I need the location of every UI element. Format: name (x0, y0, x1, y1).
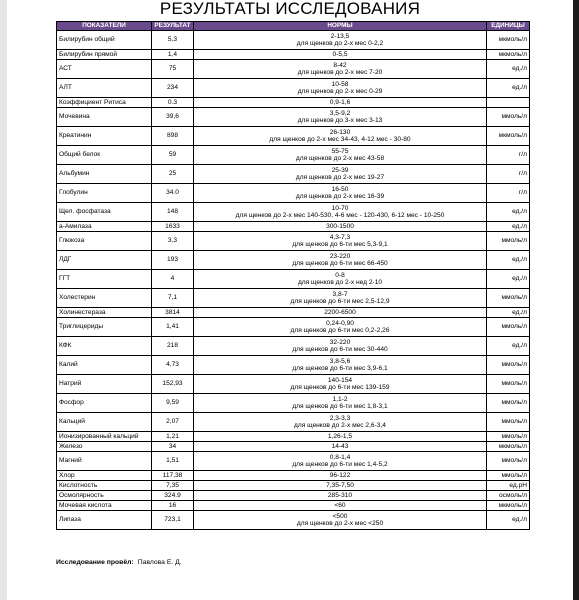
table-row (57, 203, 530, 222)
cell-result: 152,93 (152, 375, 194, 394)
cell-unit: мкмоль/л (487, 442, 530, 452)
norm-adult: 3,5-9,2 (329, 109, 351, 117)
cell-norm (194, 432, 487, 442)
cell-result: 25 (152, 165, 194, 184)
cell-result: 1,41 (152, 318, 194, 337)
norm-puppy: для щенков до 6-ти мес 5,3-9,1 (292, 241, 388, 248)
cell-norm (194, 375, 487, 394)
norm-adult: 25-39 (331, 166, 349, 174)
norm-adult: 55-75 (331, 147, 349, 155)
cell-unit: ед.pH (487, 481, 530, 491)
norm-adult: 3,8-7 (332, 290, 348, 298)
cell-norm (194, 79, 487, 98)
window-frame-right (573, 0, 579, 600)
cell-result: 4,73 (152, 356, 194, 375)
cell-result: 2,07 (152, 413, 194, 432)
cell-unit: ед./л (487, 308, 530, 318)
norm-puppy: для щенков до 3-х мес 3-13 (297, 117, 383, 124)
cell-result: 234 (152, 79, 194, 98)
table-row (57, 481, 530, 491)
cell-result: 723,1 (152, 511, 194, 530)
norm-adult: 0,9-1,6 (329, 98, 351, 106)
cell-indicator: Щел. фосфатаза (57, 203, 152, 222)
table-row (57, 471, 530, 481)
cell-indicator: Мочевая кислота (57, 501, 152, 511)
norm-adult: 285-310 (327, 491, 353, 499)
cell-norm (194, 481, 487, 491)
norm-adult: 16-50 (331, 185, 349, 193)
cell-result: 7,1 (152, 289, 194, 308)
cell-indicator: ГГТ (57, 270, 152, 289)
cell-result: 1,51 (152, 452, 194, 471)
norm-puppy: для щенков до 2-х нед 2-10 (297, 279, 383, 286)
norm-puppy: для щенков до 6-ти мес 1,4-5,2 (292, 461, 388, 468)
norm-adult: 0-8 (335, 271, 345, 279)
table-row (57, 501, 530, 511)
cell-indicator: Железо (57, 442, 152, 452)
norm-adult: 0,8-1,4 (329, 453, 351, 461)
cell-indicator: Коэффициент Ритиса (57, 98, 152, 108)
header-units: ЕДИНИЦЫ (487, 22, 530, 31)
norm-adult: 96-122 (329, 471, 351, 479)
norm-adult: 1,26-1,5 (327, 432, 353, 440)
cell-norm (194, 98, 487, 108)
cell-indicator: КФК (57, 337, 152, 356)
norm-adult: 140-154 (327, 376, 353, 384)
cell-unit: ммоль/л (487, 394, 530, 413)
cell-unit: ммоль/л (487, 289, 530, 308)
norm-puppy: для щенков до 6-ти мес 1,8-3,1 (292, 403, 388, 410)
cell-norm (194, 146, 487, 165)
table-row (57, 318, 530, 337)
cell-indicator: Кислотность (57, 481, 152, 491)
cell-norm (194, 337, 487, 356)
cell-unit: мкмоль/л (487, 50, 530, 60)
cell-unit: ед./л (487, 251, 530, 270)
cell-unit: ммоль/л (487, 413, 530, 432)
norm-adult: 23-220 (329, 252, 351, 260)
norm-adult: 10-70 (331, 204, 349, 212)
cell-unit: ммоль/л (487, 452, 530, 471)
cell-result: 9,59 (152, 394, 194, 413)
norm-puppy: для щенков до 2-х мес 34-43, 4-12 мес - 30-80 (269, 136, 411, 143)
document-page (7, 0, 573, 600)
cell-norm (194, 413, 487, 432)
footer-signature (56, 559, 182, 566)
cell-result: 75 (152, 60, 194, 79)
norm-puppy: для щенков до 2-х мес <250 (296, 520, 384, 527)
cell-result: 148 (152, 203, 194, 222)
table-row (57, 31, 530, 50)
cell-result: 39,6 (152, 108, 194, 127)
table-row (57, 375, 530, 394)
cell-indicator: Калий (57, 356, 152, 375)
cell-norm (194, 232, 487, 251)
norm-adult: 300-1500 (326, 222, 354, 230)
table-row (57, 394, 530, 413)
cell-norm (194, 108, 487, 127)
norm-adult: 10-58 (331, 80, 349, 88)
norm-puppy: для щенков до 2-х мес 0-29 (297, 88, 383, 95)
cell-result: 34 (152, 442, 194, 452)
cell-unit: ед./л (487, 270, 530, 289)
cell-unit: г/л (487, 184, 530, 203)
norm-adult: 2,3-3,3 (329, 414, 351, 422)
cell-result: 16 (152, 501, 194, 511)
table-row (57, 50, 530, 60)
norm-puppy: для щенков до 2-х мес 2,6-3,4 (294, 422, 386, 429)
window-frame-left (0, 0, 7, 600)
cell-unit: ммоль/л (487, 356, 530, 375)
cell-unit: ед./л (487, 337, 530, 356)
cell-norm (194, 452, 487, 471)
norm-adult: <60 (334, 501, 346, 509)
results-table (56, 21, 530, 530)
table-row (57, 337, 530, 356)
footer-author: Павлова Е. Д. (137, 559, 182, 566)
cell-norm (194, 442, 487, 452)
cell-result: 5,3 (152, 31, 194, 50)
table-body (57, 31, 530, 530)
norm-adult: 26-130 (329, 128, 351, 136)
cell-unit: ед./л (487, 222, 530, 232)
footer-label: Исследование провёл: (56, 559, 134, 566)
norm-adult: 8-42 (333, 61, 347, 69)
cell-result: 3,3 (152, 232, 194, 251)
cell-indicator: Липаза (57, 511, 152, 530)
cell-norm (194, 165, 487, 184)
cell-unit: ммоль/л (487, 318, 530, 337)
cell-unit: мкмоль/л (487, 501, 530, 511)
norm-adult: 32-220 (329, 338, 351, 346)
cell-unit: ммоль/л (487, 471, 530, 481)
cell-result: 7,35 (152, 481, 194, 491)
cell-norm (194, 318, 487, 337)
cell-result: 0.3 (152, 98, 194, 108)
table-row (57, 356, 530, 375)
cell-indicator: a-Амилаза (57, 222, 152, 232)
table-row (57, 165, 530, 184)
cell-indicator: Магний (57, 452, 152, 471)
header-indicators: ПОКАЗАТЕЛИ (57, 22, 152, 31)
norm-puppy: для щенков до 2-х мес 43-58 (295, 155, 385, 162)
norm-puppy: для щенков до 6-ти мес 66-450 (292, 260, 388, 267)
cell-indicator: Холестерин (57, 289, 152, 308)
cell-result: 898 (152, 127, 194, 146)
table-row (57, 491, 530, 501)
table-row (57, 184, 530, 203)
cell-unit: ед./л (487, 79, 530, 98)
cell-indicator: Натрий (57, 375, 152, 394)
table-header-row (57, 22, 530, 31)
table-row (57, 289, 530, 308)
cell-result: 1,21 (152, 432, 194, 442)
cell-result: 218 (152, 337, 194, 356)
cell-indicator: Креатинин (57, 127, 152, 146)
cell-norm (194, 491, 487, 501)
table-row (57, 222, 530, 232)
cell-norm (194, 184, 487, 203)
norm-puppy: для щенков до 6-ти мес 139-159 (290, 384, 390, 391)
cell-norm (194, 60, 487, 79)
cell-norm (194, 270, 487, 289)
norm-adult: 2200-6500 (324, 308, 356, 316)
cell-unit: ед./л (487, 60, 530, 79)
cell-unit: ммоль/л (487, 375, 530, 394)
cell-indicator: Билирубин общий (57, 31, 152, 50)
cell-indicator: ЛДГ (57, 251, 152, 270)
cell-indicator: Триглицериды (57, 318, 152, 337)
norm-puppy: для щенков до 2-х мес 7-20 (297, 69, 383, 76)
cell-norm (194, 501, 487, 511)
cell-norm (194, 289, 487, 308)
cell-result: 34.0 (152, 184, 194, 203)
table-row (57, 452, 530, 471)
norm-puppy: для щенков до 2-х мес 19-27 (295, 174, 385, 181)
table-row (57, 251, 530, 270)
norm-adult: 4,3-7,3 (329, 233, 351, 241)
norm-puppy: для щенков до 6-ти мес 0,2-2,26 (290, 327, 390, 334)
header-norms: НОРМЫ (194, 22, 487, 31)
header-result: РЕЗУЛЬТАТ (152, 22, 194, 31)
cell-indicator: АЛТ (57, 79, 152, 98)
table-row (57, 98, 530, 108)
norm-adult: 0,24-0,90 (326, 319, 354, 327)
table-row (57, 79, 530, 98)
page-title: РЕЗУЛЬТАТЫ ИССЛЕДОВАНИЯ (159, 0, 421, 18)
cell-unit: ммоль/л (487, 232, 530, 251)
cell-unit: ед./л (487, 203, 530, 222)
table-row (57, 108, 530, 127)
cell-norm (194, 356, 487, 375)
table-row (57, 127, 530, 146)
norm-adult: 0-5,5 (332, 50, 348, 58)
cell-unit: ммоль/л (487, 432, 530, 442)
cell-result: 193 (152, 251, 194, 270)
cell-norm (194, 251, 487, 270)
cell-result: 3814 (152, 308, 194, 318)
cell-indicator: Билирубин прямой (57, 50, 152, 60)
cell-result: 59 (152, 146, 194, 165)
table-row (57, 308, 530, 318)
cell-indicator: Осмолярность (57, 491, 152, 501)
cell-indicator: Глобулин (57, 184, 152, 203)
norm-adult: 7,35-7,50 (326, 481, 354, 489)
cell-indicator: Холинестераза (57, 308, 152, 318)
norm-adult: 14-43 (331, 442, 349, 450)
cell-indicator: Фосфор (57, 394, 152, 413)
cell-unit: осмоль/л (487, 491, 530, 501)
norm-puppy: для щенков до 2-х мес 0-2,2 (296, 40, 384, 47)
cell-norm (194, 471, 487, 481)
cell-indicator: Глюкоза (57, 232, 152, 251)
cell-indicator: Кальций (57, 413, 152, 432)
cell-result: 117,38 (152, 471, 194, 481)
table-row (57, 511, 530, 530)
cell-norm (194, 50, 487, 60)
cell-norm (194, 222, 487, 232)
cell-unit: мкмоль/л (487, 127, 530, 146)
norm-puppy: для щенков до 2-х мес 16-39 (295, 193, 385, 200)
cell-norm (194, 511, 487, 530)
norm-adult: <500 (332, 512, 348, 520)
norm-puppy: для щенков до 6-ти мес 3,9-6,1 (292, 365, 388, 372)
table-row (57, 146, 530, 165)
cell-indicator: Общий белок (57, 146, 152, 165)
norm-puppy: для щенков до 6-ти мес 30-440 (292, 346, 388, 353)
cell-indicator: АСТ (57, 60, 152, 79)
cell-norm (194, 394, 487, 413)
cell-indicator: Ионизированный кальций (57, 432, 152, 442)
norm-adult: 2-13,5 (330, 32, 350, 40)
cell-norm (194, 308, 487, 318)
cell-result: 1,4 (152, 50, 194, 60)
cell-unit: ммоль/л (487, 108, 530, 127)
cell-norm (194, 203, 487, 222)
norm-adult: 3,8-5,6 (329, 357, 351, 365)
cell-result: 324.9 (152, 491, 194, 501)
cell-indicator: Хлор (57, 471, 152, 481)
table-row (57, 432, 530, 442)
cell-norm (194, 31, 487, 50)
norm-adult: 1,1-2 (332, 395, 348, 403)
cell-result: 1633 (152, 222, 194, 232)
cell-unit: мкмоль/л (487, 31, 530, 50)
table-row (57, 232, 530, 251)
norm-puppy: для щенков до 6-ти мес 2,5-12,9 (290, 298, 390, 305)
cell-unit: г/л (487, 165, 530, 184)
cell-norm (194, 127, 487, 146)
cell-indicator: Альбумин (57, 165, 152, 184)
norm-puppy: для щенков до 2-х мес 140-530, 4-6 мес - 120-430, 6-12 мес - 10-250 (235, 212, 445, 219)
table-row (57, 270, 530, 289)
cell-unit: г/л (487, 146, 530, 165)
cell-unit: ед./л (487, 511, 530, 530)
cell-unit (487, 98, 530, 108)
cell-indicator: Мочевина (57, 108, 152, 127)
table-row (57, 442, 530, 452)
cell-result: 4 (152, 270, 194, 289)
table-row (57, 413, 530, 432)
table-row (57, 60, 530, 79)
